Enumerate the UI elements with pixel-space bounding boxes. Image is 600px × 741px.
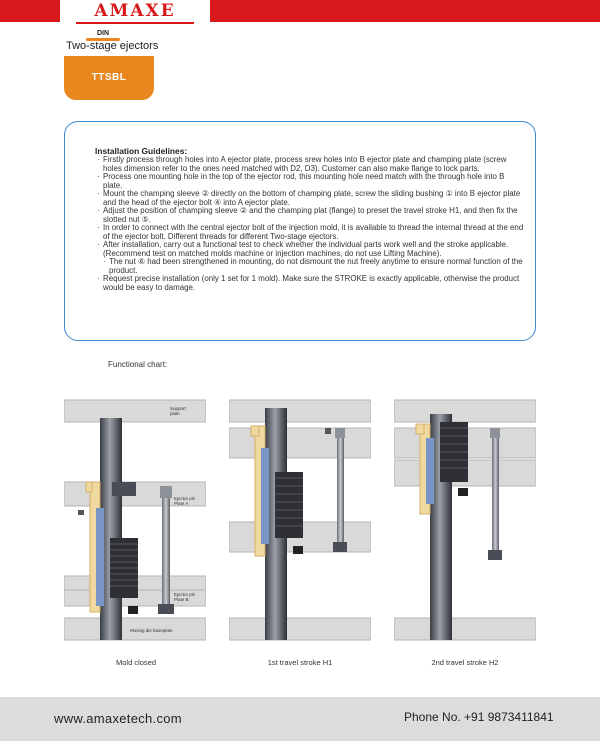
diagram-second-stroke [394, 398, 536, 646]
product-code: TTSBL [91, 72, 127, 83]
guideline-item: · Firstly process through holes into A ejector plate, process srew holes into B ejector plate and champing plate (screw holes dimension refer to the ones need matched with D2, D3). Customer can also make flange to lock parts. [95, 156, 525, 173]
guidelines-list [95, 156, 525, 292]
functional-chart-label: Functional chart: [108, 360, 168, 369]
label-support-plate: Support plate [170, 406, 186, 416]
product-subtitle: Two-stage ejectors [66, 40, 159, 52]
footer [0, 697, 600, 741]
installation-guidelines-box [64, 121, 536, 341]
guideline-item: · Adjust the position of champing sleeve ② and the champing plat (flange) to preset the travel stroke H1, and then fix the slotted nut ⑤. [95, 207, 525, 224]
guideline-item: · The nut ⑥ had been strengthened in mounting, do not dismount the nut freely anytime to ensure normal function of the product. [95, 258, 525, 275]
label-ejector-a: Ejector pin Plate A [174, 496, 196, 506]
caption-second-stroke: 2nd travel stroke H2 [431, 658, 499, 667]
label-baseplate: Moving die baseplate [130, 628, 173, 633]
diagram-first-stroke [229, 398, 371, 646]
guidelines-title: Installation Guidelines: [95, 146, 188, 156]
guideline-item: · Mount the champing sleeve ② directly on the bottom of champing plate, screw the sliding bushing ① into B ejector plate and the head of the ejector bolt ④ into A ejector plate. [95, 190, 525, 207]
diagram-mold-closed [64, 398, 206, 646]
guideline-item: · Process one mounting hole in the top of the ejector rod, this mounting hole need match with the through hole into B plate. [95, 173, 525, 190]
website-link[interactable]: www.amaxetech.com [54, 711, 182, 726]
brand-logo [60, 0, 210, 30]
din-badge: DIN [96, 30, 110, 37]
product-code-tab [64, 56, 154, 100]
phone-number: Phone No. +91 9873411841 [404, 710, 554, 724]
caption-mold-closed: Mold closed [115, 658, 157, 667]
caption-first-stroke: 1st travel stroke H1 [267, 658, 333, 667]
logo-underline [76, 22, 194, 24]
label-ejector-b: Ejector pin Plate B [174, 592, 196, 602]
guideline-item: · Request precise installation (only 1 set for 1 mold). Make sure the STROKE is exactly applicable, otherwise the product would be easy to damage. [95, 275, 525, 292]
guideline-item: · In order to connect with the central ejector bolt of the injection mold, it is available to thread the internal thread at the end of the ejector bolt. Different threads for different Two-stage ejectors. [95, 224, 525, 241]
guideline-item: · After installation, carry out a functional test to check whether the individual parts work well and the stroke applicable. (Recommend test on matched molds machine or injection machines, do not use Lifting Machine). [95, 241, 525, 258]
brand-name: AMAXE [94, 1, 176, 21]
